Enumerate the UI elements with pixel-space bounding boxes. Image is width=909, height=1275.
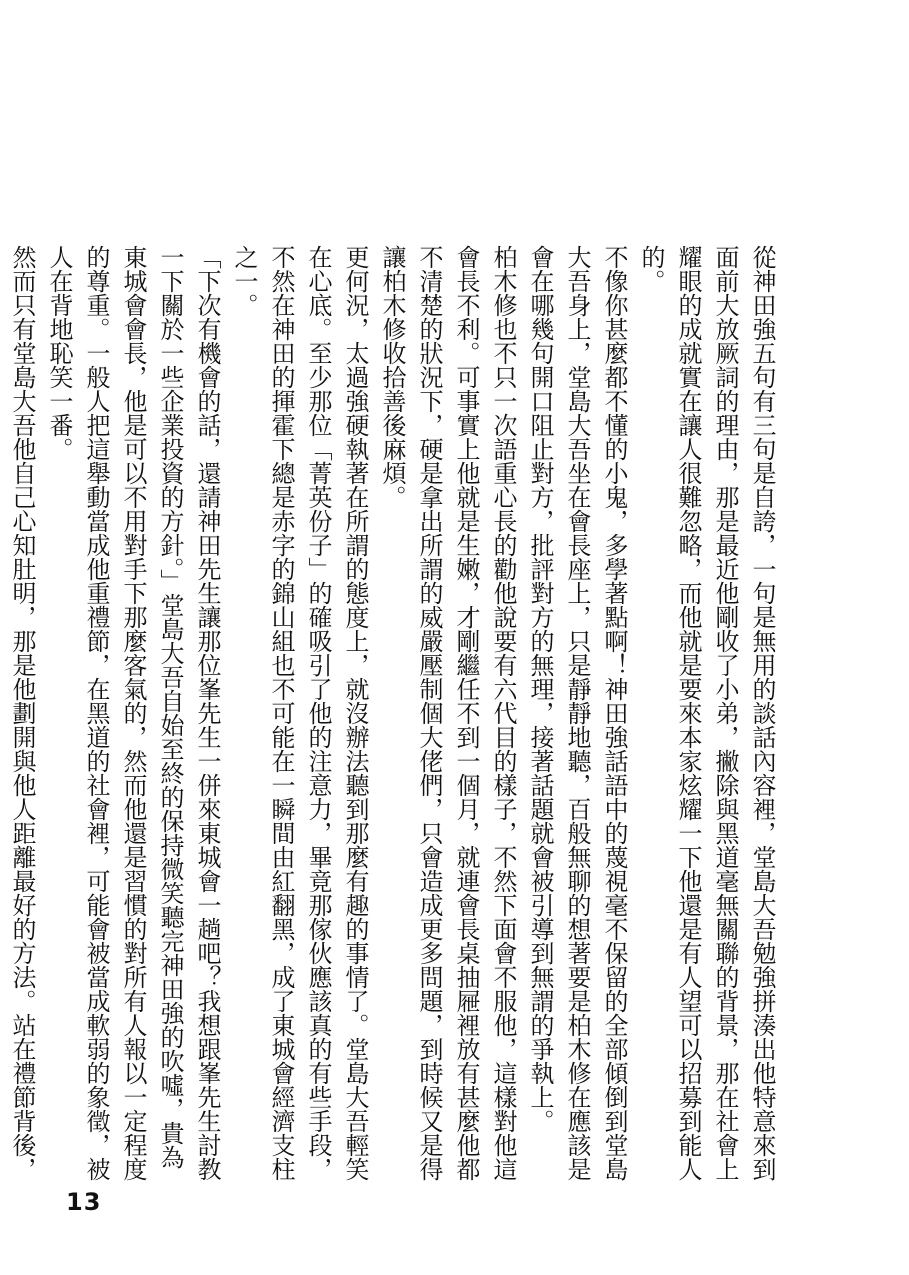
paragraph-1: 從神田強五句有三句是自誇，一句是無用的談話內容裡，堂島大吾勉強拼湊出他特意來到面前大放厥詞的理由，那是最近他剛收了小弟，撇除與黑道毫無關聯的背景，那在社會上耀眼的成就實在讓人很難忽略，而他就是要來本家炫耀一下他還是有人望可以招募到能人的。 <box>637 245 776 1181</box>
paragraph-5: 「下次有機會的話，還請神田先生讓那位峯先生一併來東城會一趟吧？我想跟峯先生討教一下關於一些企業投資的方針。」堂島大吾自始至終的保持微笑聽完神田強的吹噓，貴為東城會會長，他是可以不用對手下那麼客氣的，然而他還是習慣的對所有人報以一定程度的尊重。一般人把這舉動當成他重禮節，在黑道的社會裡，可能會被當成軟弱的象徵，被人在背地恥笑一番。 <box>45 245 221 1181</box>
page-number: 13 <box>66 1188 102 1216</box>
vertical-text-body <box>8 245 780 1185</box>
paragraph-4: 更何況，太過強硬執著在所謂的態度上，就沒辦法聽到那麼有趣的事情了。堂島大吾輕笑在心底。至少那位「菁英份子」的確吸引了他的注意力，畢竟那傢伙應該真的有些手段，不然在神田的揮霍下總是赤字的錦山組也不可能在一瞬間由紅翻黑，成了東城會經濟支柱之一。 <box>230 245 369 1181</box>
paragraph-6: 然而只有堂島大吾他自己心知肚明，那是他劃開與他人距離最好的方法。站在禮節背後， <box>8 245 36 1181</box>
paragraph-2: 不像你甚麼都不懂的小鬼，多學著點啊！神田強話語中的蔑視毫不保留的全部傾倒到堂島大吾身上，堂島大吾坐在會長座上，只是靜靜地聽，百般無聊的想著要是柏木修在應該是會在哪幾句開口阻止對方，批評對方的無理，接著話題就會被引導到無謂的爭執上。 <box>526 245 628 1181</box>
paragraph-3: 柏木修也不只一次語重心長的勸他說要有六代目的樣子，不然下面會不服他，這樣對他這會長不利。可事實上他就是生嫩，才剛繼任不到一個月，就連會長桌抽屜裡放有甚麼他都不清楚的狀況下，硬是拿出所謂的威嚴壓制個大佬們，只會造成更多問題，到時候又是得讓柏木修收拾善後麻煩。 <box>378 245 517 1181</box>
